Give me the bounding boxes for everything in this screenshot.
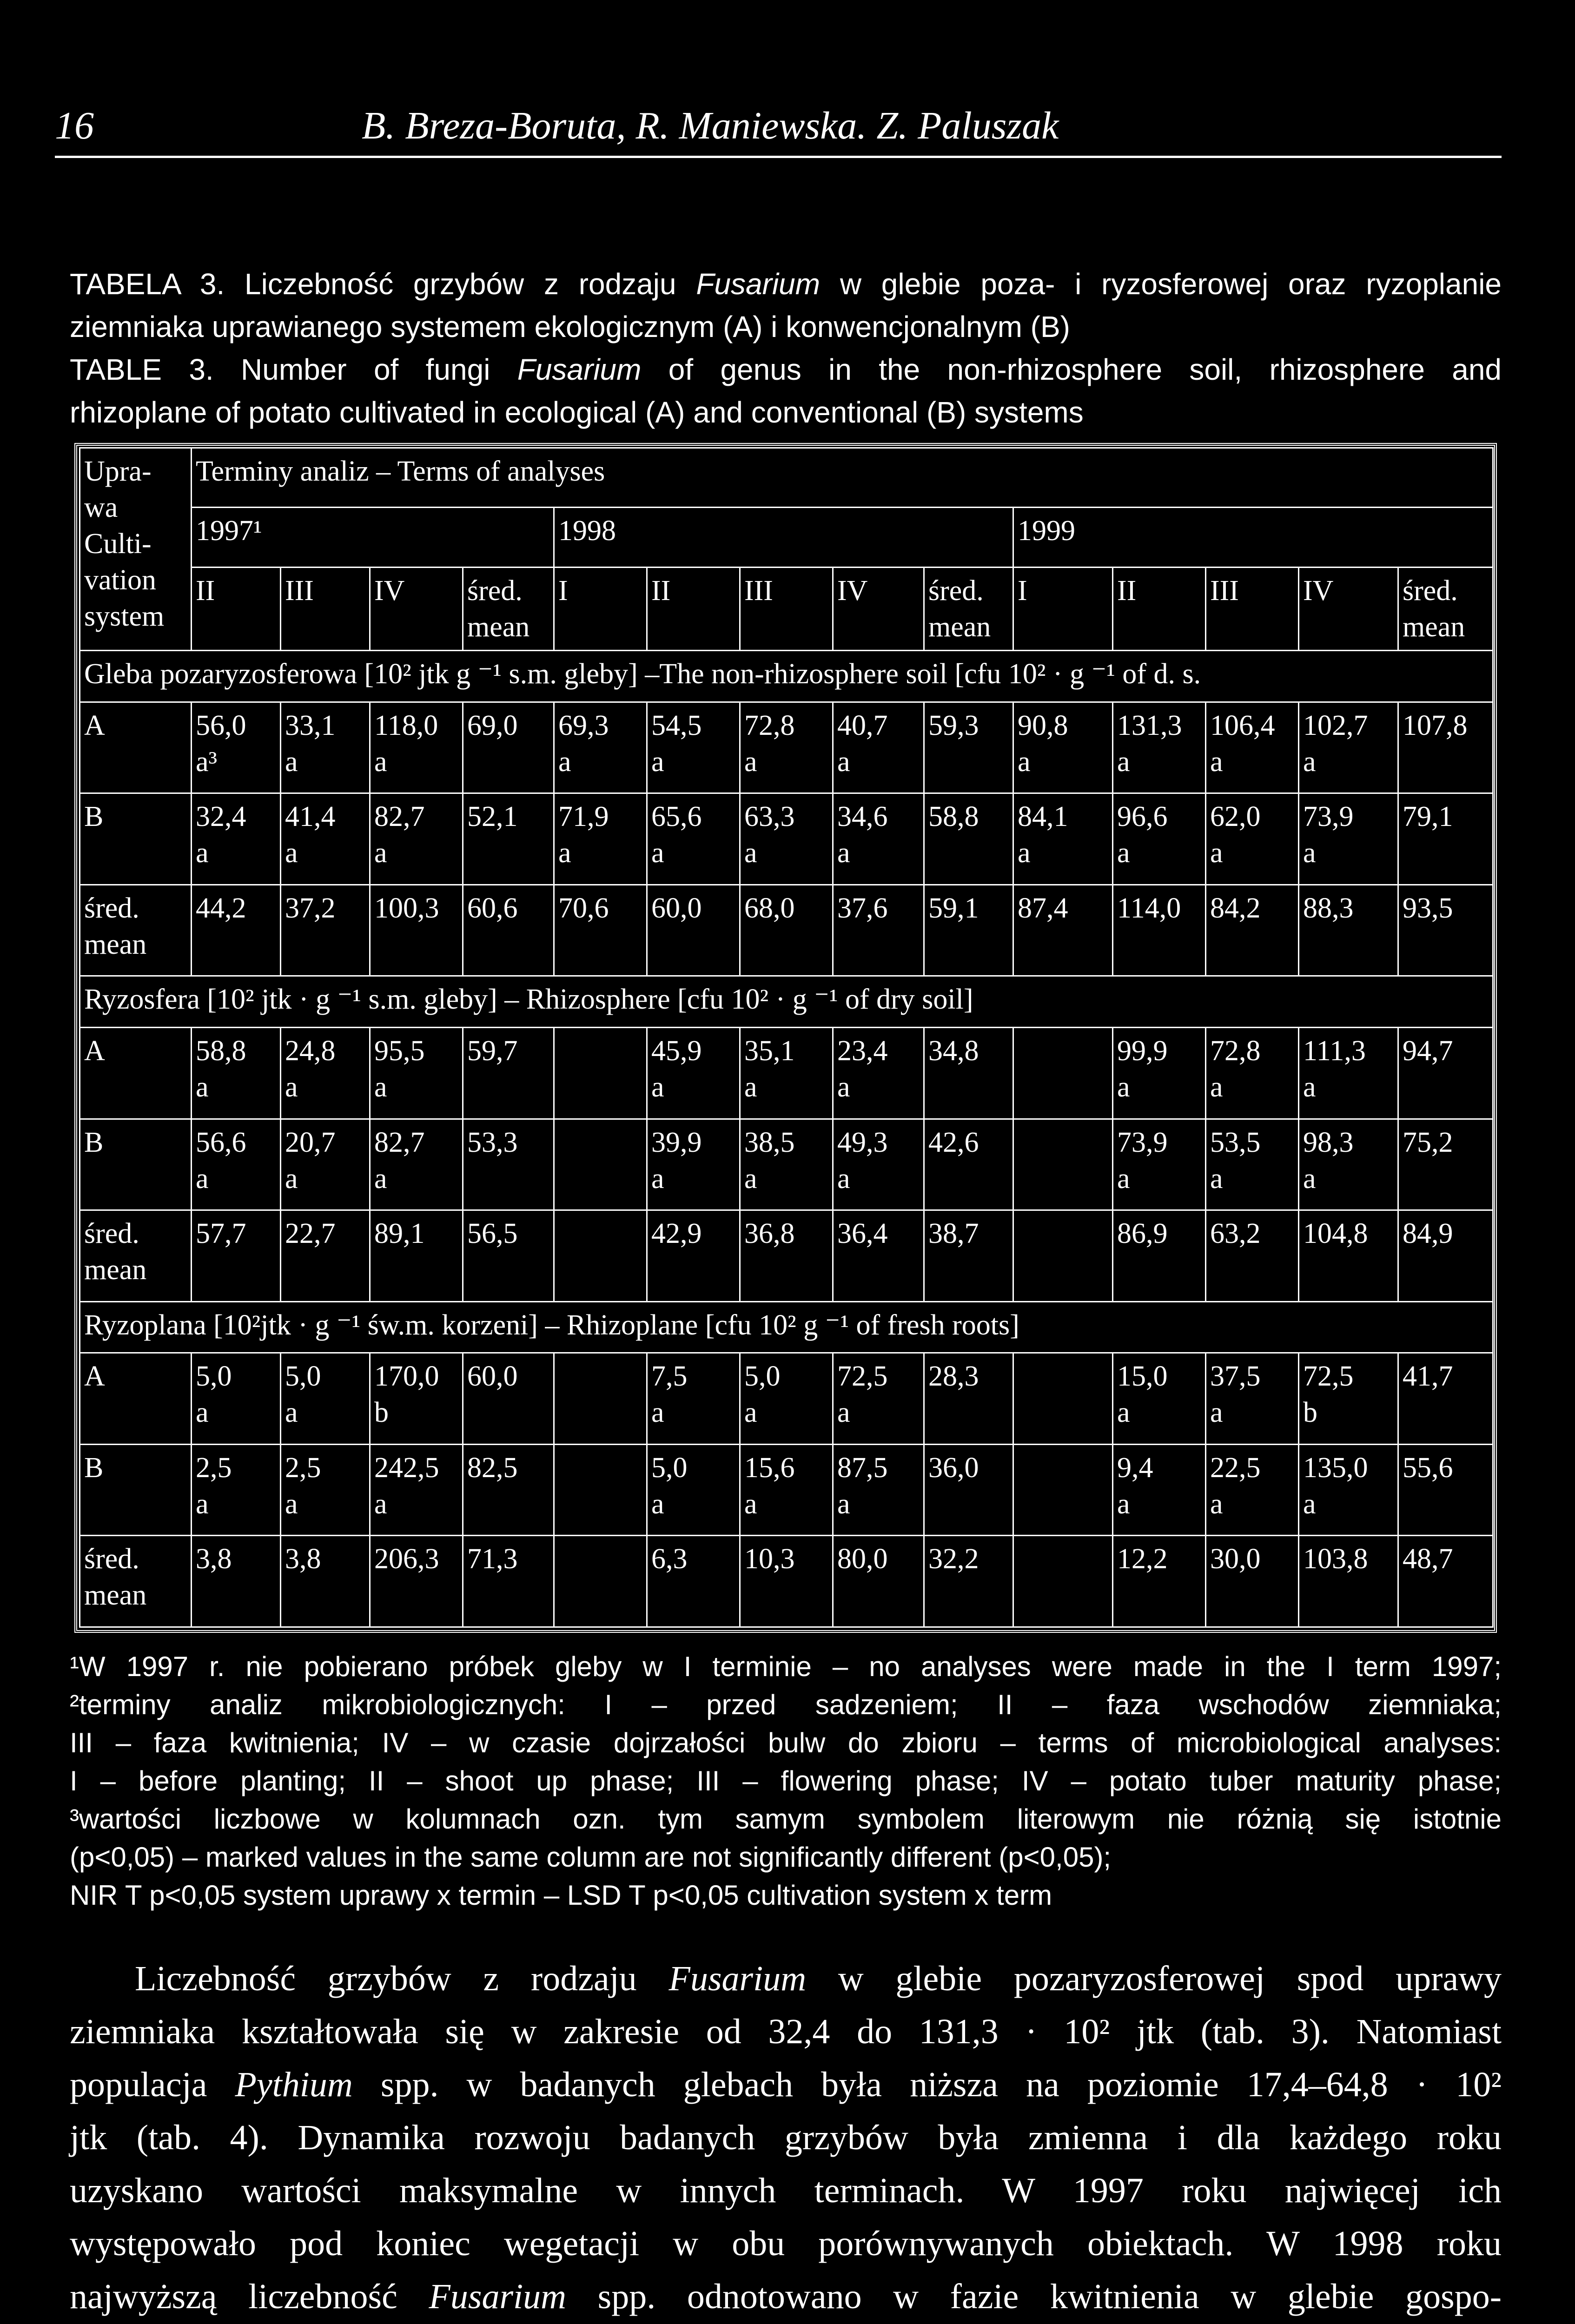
body-text-run: Liczebność grzybów z rodzaju xyxy=(135,1959,669,1998)
table-cell: 70,6 xyxy=(554,885,647,976)
term-column-header: III xyxy=(740,567,833,650)
caption-italic: Fusarium xyxy=(517,353,642,386)
table-cell xyxy=(1013,1119,1113,1210)
table-cell: 28,3 xyxy=(924,1353,1013,1445)
term-column-header: II xyxy=(192,567,281,650)
row-label: A xyxy=(80,1353,192,1445)
table-cell: 65,6 a xyxy=(647,793,740,885)
table-cell: 42,6 xyxy=(924,1119,1013,1210)
table-cell: 135,0 a xyxy=(1299,1444,1398,1536)
table-cell: 68,0 xyxy=(740,885,833,976)
body-italic: Pythium xyxy=(235,2065,353,2104)
table-cell xyxy=(1013,1353,1113,1445)
footnote-line: NIR T p<0,05 system uprawy x termin – LSD T p<0,05 cultivation system x term xyxy=(70,1880,1052,1911)
table-cell: 94,7 xyxy=(1398,1028,1493,1119)
table-cell: 36,0 xyxy=(924,1444,1013,1536)
term-column-header: IV xyxy=(370,567,463,650)
table-cell: 38,7 xyxy=(924,1210,1013,1302)
year-header: 1999 xyxy=(1013,508,1493,567)
table-cell: 40,7 a xyxy=(833,702,924,793)
table-cell: 87,5 a xyxy=(833,1444,924,1536)
table-cell: 89,1 xyxy=(370,1210,463,1302)
body-line xyxy=(70,2164,1502,2217)
table-cell: 41,7 xyxy=(1398,1353,1493,1445)
running-header-authors: B. Breza-Boruta, R. Maniewska. Z. Paluszak xyxy=(362,104,1059,147)
body-line xyxy=(70,2217,1502,2270)
table-cell: 32,4 a xyxy=(192,793,281,885)
header-row-terms-columns xyxy=(80,567,1493,650)
table-cell: 80,0 xyxy=(833,1536,924,1627)
table-cell: 69,3 a xyxy=(554,702,647,793)
body-text-run: spp. odnotowano w fazie kwitnienia w glebie gospo- xyxy=(566,2277,1502,2316)
table-cell: 114,0 xyxy=(1113,885,1206,976)
table-cell: 34,8 xyxy=(924,1028,1013,1119)
table-cell: 69,0 xyxy=(463,702,554,793)
table-cell: 6,3 xyxy=(647,1536,740,1627)
term-column-header: IV xyxy=(1299,567,1398,650)
footnote-line: ¹W 1997 r. nie pobierano próbek gleby w I terminie – no analyses were made in the I term 1997; xyxy=(70,1651,1502,1682)
table-cell: 56,6 a xyxy=(192,1119,281,1210)
body-line xyxy=(70,2058,1502,2111)
caption-line xyxy=(70,305,1502,348)
table-cell: 56,5 xyxy=(463,1210,554,1302)
table-cell: 62,0 a xyxy=(1206,793,1299,885)
table-cell: 3,8 xyxy=(192,1536,281,1627)
table-cell: 5,0 a xyxy=(647,1444,740,1536)
table-cell: 5,0 a xyxy=(281,1353,370,1445)
table-cell: 84,2 xyxy=(1206,885,1299,976)
footnote-line: III – faza kwitnienia; IV – w czasie dojrzałości bulw do zbioru – terms of microbiological analyses: xyxy=(70,1727,1502,1758)
body-line xyxy=(70,2005,1502,2058)
table-cell: 71,9 a xyxy=(554,793,647,885)
table-cell: 118,0 a xyxy=(370,702,463,793)
table-cell: 63,3 a xyxy=(740,793,833,885)
table-cell: 82,7 a xyxy=(370,1119,463,1210)
table-cell: 55,6 xyxy=(1398,1444,1493,1536)
table-row xyxy=(80,1210,1493,1302)
body-line xyxy=(70,1952,1502,2005)
table-cell: 44,2 xyxy=(192,885,281,976)
table-cell: 206,3 xyxy=(370,1536,463,1627)
table-cell: 48,7 xyxy=(1398,1536,1493,1627)
table-cell: 75,2 xyxy=(1398,1119,1493,1210)
table-cell: 131,3 a xyxy=(1113,702,1206,793)
body-italic: Fusarium xyxy=(429,2277,567,2316)
table-cell: 72,5 a xyxy=(833,1353,924,1445)
table-cell: 106,4 a xyxy=(1206,702,1299,793)
corner-header: Upra- wa Culti- vation system xyxy=(80,448,192,651)
header-rule xyxy=(55,156,1502,158)
term-column-header: I xyxy=(554,567,647,650)
table-cell xyxy=(554,1028,647,1119)
term-column-header: II xyxy=(647,567,740,650)
table-cell: 37,5 a xyxy=(1206,1353,1299,1445)
section-row xyxy=(80,976,1493,1028)
table-cell: 99,9 a xyxy=(1113,1028,1206,1119)
table-cell xyxy=(554,1353,647,1445)
table-cell: 53,5 a xyxy=(1206,1119,1299,1210)
table-cell: 96,6 a xyxy=(1113,793,1206,885)
table-cell: 9,4 a xyxy=(1113,1444,1206,1536)
term-column-header: śred. mean xyxy=(1398,567,1493,650)
term-column-header: II xyxy=(1113,567,1206,650)
table-cell: 53,3 xyxy=(463,1119,554,1210)
caption-text: w glebie poza- i ryzosferowej oraz ryzoplanie xyxy=(820,267,1502,301)
footnote-line: ²terminy analiz mikrobiologicznych: I – przed sadzeniem; II – faza wschodów ziemniaka; xyxy=(70,1689,1502,1720)
body-italic: Fusarium xyxy=(668,1959,807,1998)
table-row xyxy=(80,1119,1493,1210)
table-cell: 100,3 xyxy=(370,885,463,976)
table-cell: 49,3 a xyxy=(833,1119,924,1210)
table-cell: 72,8 a xyxy=(1206,1028,1299,1119)
caption-text: TABLE 3. Number of fungi xyxy=(70,353,517,386)
row-label: B xyxy=(80,1444,192,1536)
table-cell: 58,8 a xyxy=(192,1028,281,1119)
body-line xyxy=(70,2270,1502,2323)
body-text xyxy=(70,1952,1502,2324)
table-cell: 82,7 a xyxy=(370,793,463,885)
row-label: B xyxy=(80,793,192,885)
table-cell: 60,0 xyxy=(647,885,740,976)
table-cell: 15,6 a xyxy=(740,1444,833,1536)
table-cell: 12,2 xyxy=(1113,1536,1206,1627)
body-text-run: najwyższą liczebność xyxy=(70,2277,429,2316)
caption-text: TABELA 3. Liczebność grzybów z rodzaju xyxy=(70,267,696,301)
table-cell: 87,4 xyxy=(1013,885,1113,976)
footnote-line: ³wartości liczbowe w kolumnach ozn. tym samym symbolem literowym nie różnią się istotnie xyxy=(70,1803,1502,1835)
footnote-line: (p<0,05) – marked values in the same column are not significantly different (p<0,05); xyxy=(70,1842,1112,1873)
table-cell: 93,5 xyxy=(1398,885,1493,976)
table-cell: 63,2 xyxy=(1206,1210,1299,1302)
table-cell: 111,3 a xyxy=(1299,1028,1398,1119)
body-text-run: jtk (tab. 4). Dynamika rozwoju badanych grzybów była zmienna i dla każdego roku xyxy=(70,2118,1502,2157)
table-cell xyxy=(1013,1536,1113,1627)
table-cell: 57,7 xyxy=(192,1210,281,1302)
caption-line xyxy=(70,348,1502,391)
footnote-line: I – before planting; II – shoot up phase; III – flowering phase; IV – potato tuber maturity phase; xyxy=(70,1765,1502,1796)
running-header xyxy=(55,103,1502,159)
table-row xyxy=(80,1353,1493,1445)
table-cell: 22,5 a xyxy=(1206,1444,1299,1536)
table-cell: 37,6 xyxy=(833,885,924,976)
year-header: 1998 xyxy=(554,508,1013,567)
table-cell: 2,5 a xyxy=(281,1444,370,1536)
table-cell xyxy=(554,1444,647,1536)
table-cell: 98,3 a xyxy=(1299,1119,1398,1210)
table-cell: 95,5 a xyxy=(370,1028,463,1119)
row-label: śred. mean xyxy=(80,885,192,976)
table-cell: 52,1 xyxy=(463,793,554,885)
row-label: śred. mean xyxy=(80,1536,192,1627)
table-cell: 82,5 xyxy=(463,1444,554,1536)
body-text-run: populacja xyxy=(70,2065,235,2104)
table-cell: 10,3 xyxy=(740,1536,833,1627)
table-cell xyxy=(554,1210,647,1302)
table-cell: 39,9 a xyxy=(647,1119,740,1210)
caption-text: of genus in the non-rhizosphere soil, rhizosphere and xyxy=(641,353,1502,386)
caption-line xyxy=(70,391,1502,434)
table-cell: 20,7 a xyxy=(281,1119,370,1210)
caption-text: ziemniaka uprawianego systemem ekologicznym (A) i konwencjonalnym (B) xyxy=(70,310,1070,343)
table-cell xyxy=(554,1119,647,1210)
table-cell xyxy=(1013,1444,1113,1536)
table-cell: 73,9 a xyxy=(1113,1119,1206,1210)
table-cell: 7,5 a xyxy=(647,1353,740,1445)
body-text-run: występowało pod koniec wegetacji w obu porównywanych obiektach. W 1998 roku xyxy=(70,2224,1502,2263)
body-text-run: spp. w badanych glebach była niższa na poziomie 17,4–64,8 · 10² xyxy=(352,2065,1502,2104)
table-cell xyxy=(1013,1210,1113,1302)
section-label: Gleba pozaryzosferowa [10² jtk g ⁻¹ s.m. gleby] –The non-rhizosphere soil [cfu 10² · g ⁻¹ of d. s. xyxy=(80,650,1493,702)
section-label: Ryzosfera [10² jtk · g ⁻¹ s.m. gleby] – Rhizosphere [cfu 10² · g ⁻¹ of dry soil] xyxy=(80,976,1493,1028)
table-cell: 56,0 a³ xyxy=(192,702,281,793)
table-cell: 2,5 a xyxy=(192,1444,281,1536)
body-text-run: ziemniaka kształtowała się w zakresie od 32,4 do 131,3 · 10² jtk (tab. 3). Natomiast xyxy=(70,2012,1502,2051)
table-row xyxy=(80,885,1493,976)
term-column-header: I xyxy=(1013,567,1113,650)
table-cell: 104,8 xyxy=(1299,1210,1398,1302)
table-cell xyxy=(1013,1028,1113,1119)
table-cell: 72,5 b xyxy=(1299,1353,1398,1445)
page-number: 16 xyxy=(55,104,94,147)
table-caption xyxy=(70,263,1502,434)
section-row xyxy=(80,650,1493,702)
section-label: Ryzoplana [10²jtk · g ⁻¹ św.m. korzeni] – Rhizoplane [cfu 10² g ⁻¹ of fresh roots] xyxy=(80,1301,1493,1353)
table-cell: 33,1 a xyxy=(281,702,370,793)
table-cell: 34,6 a xyxy=(833,793,924,885)
term-column-header: IV xyxy=(833,567,924,650)
table-cell: 36,8 xyxy=(740,1210,833,1302)
table-cell: 79,1 xyxy=(1398,793,1493,885)
header-row-terms xyxy=(80,448,1493,508)
body-text-run: w glebie pozaryzosferowej spod uprawy xyxy=(806,1959,1502,1998)
table-cell: 84,9 xyxy=(1398,1210,1493,1302)
table-cell: 59,7 xyxy=(463,1028,554,1119)
section-row xyxy=(80,1301,1493,1353)
term-column-header: śred. mean xyxy=(924,567,1013,650)
table-footnotes xyxy=(70,1648,1502,1915)
table-cell: 54,5 a xyxy=(647,702,740,793)
year-header: 1997¹ xyxy=(192,508,554,567)
table-cell: 88,3 xyxy=(1299,885,1398,976)
body-line xyxy=(70,2111,1502,2164)
table-cell: 60,0 xyxy=(463,1353,554,1445)
table-cell: 38,5 a xyxy=(740,1119,833,1210)
table-cell: 84,1 a xyxy=(1013,793,1113,885)
table-cell: 170,0 b xyxy=(370,1353,463,1445)
table-cell: 90,8 a xyxy=(1013,702,1113,793)
table-row xyxy=(80,1444,1493,1536)
caption-text: rhizoplane of potato cultivated in ecological (A) and conventional (B) systems xyxy=(70,396,1084,429)
table-row xyxy=(80,1028,1493,1119)
table-cell: 242,5 a xyxy=(370,1444,463,1536)
fusarium-table xyxy=(79,447,1494,1628)
table-cell: 5,0 a xyxy=(740,1353,833,1445)
table-cell: 35,1 a xyxy=(740,1028,833,1119)
terms-header: Terminy analiz – Terms of analyses xyxy=(192,448,1493,508)
caption-italic: Fusarium xyxy=(696,267,821,301)
table-cell: 37,2 xyxy=(281,885,370,976)
table-cell: 73,9 a xyxy=(1299,793,1398,885)
table-cell: 60,6 xyxy=(463,885,554,976)
table-cell: 45,9 a xyxy=(647,1028,740,1119)
header-row-years xyxy=(80,508,1493,567)
table-cell: 5,0 a xyxy=(192,1353,281,1445)
term-column-header: III xyxy=(281,567,370,650)
table-cell: 86,9 xyxy=(1113,1210,1206,1302)
table-row xyxy=(80,1536,1493,1627)
row-label: A xyxy=(80,702,192,793)
table-cell: 41,4 a xyxy=(281,793,370,885)
table-row xyxy=(80,793,1493,885)
body-text-run: uzyskano wartości maksymalne w innych terminach. W 1997 roku najwięcej ich xyxy=(70,2171,1502,2210)
table-cell: 30,0 xyxy=(1206,1536,1299,1627)
row-label: śred. mean xyxy=(80,1210,192,1302)
row-label: B xyxy=(80,1119,192,1210)
table-cell: 23,4 a xyxy=(833,1028,924,1119)
table-cell: 3,8 xyxy=(281,1536,370,1627)
table-row xyxy=(80,702,1493,793)
table-cell: 58,8 xyxy=(924,793,1013,885)
table-cell: 102,7 a xyxy=(1299,702,1398,793)
table-cell: 59,1 xyxy=(924,885,1013,976)
row-label: A xyxy=(80,1028,192,1119)
table-cell: 59,3 xyxy=(924,702,1013,793)
caption-line xyxy=(70,263,1502,305)
table-cell: 72,8 a xyxy=(740,702,833,793)
table-cell: 36,4 xyxy=(833,1210,924,1302)
term-column-header: III xyxy=(1206,567,1299,650)
table-cell: 32,2 xyxy=(924,1536,1013,1627)
table-cell: 107,8 xyxy=(1398,702,1493,793)
table-cell: 103,8 xyxy=(1299,1536,1398,1627)
table-cell xyxy=(554,1536,647,1627)
table-cell: 42,9 xyxy=(647,1210,740,1302)
table-cell: 15,0 a xyxy=(1113,1353,1206,1445)
table-cell: 22,7 xyxy=(281,1210,370,1302)
table-cell: 71,3 xyxy=(463,1536,554,1627)
term-column-header: śred. mean xyxy=(463,567,554,650)
table-cell: 24,8 a xyxy=(281,1028,370,1119)
